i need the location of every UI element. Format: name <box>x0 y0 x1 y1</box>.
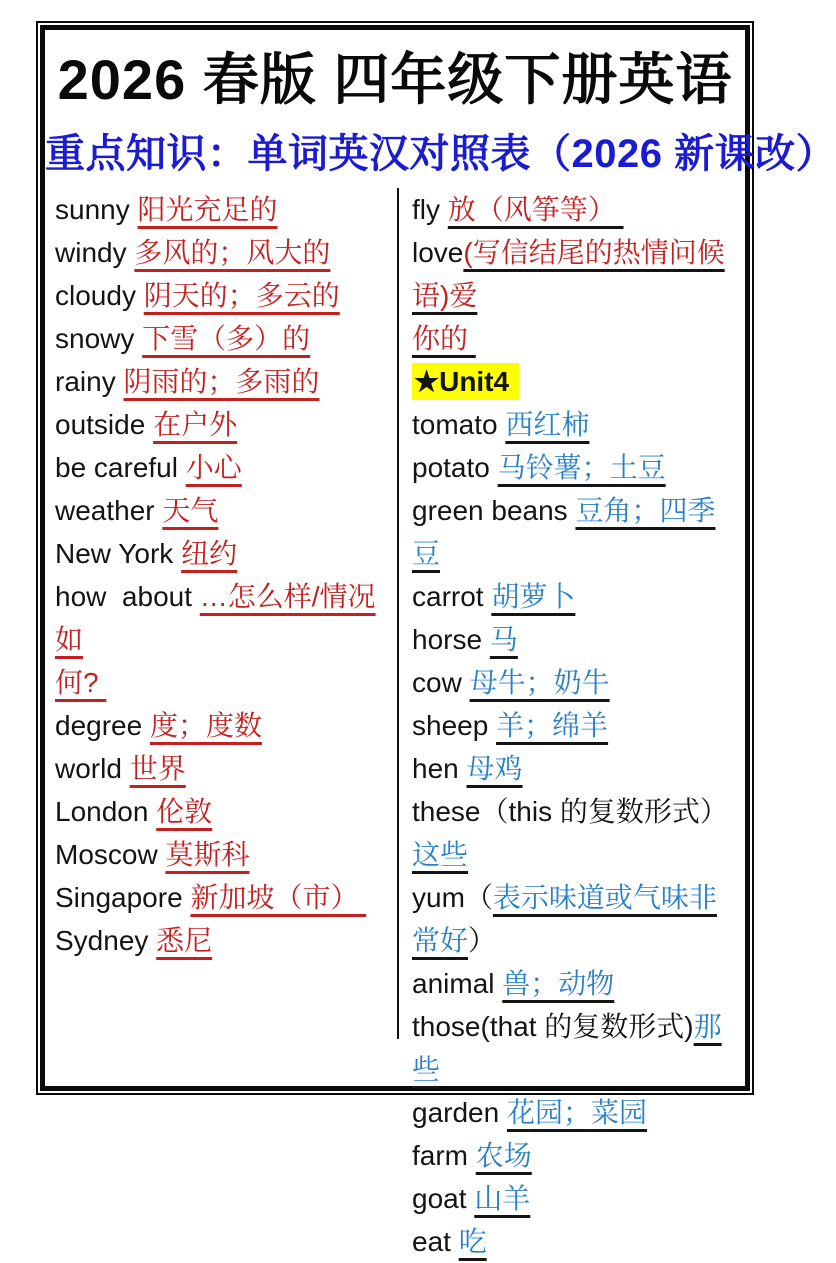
english-word: Sydney <box>55 925 157 957</box>
translation-text: …怎么样/情况如 <box>55 581 376 656</box>
english-word: sheep <box>412 710 497 742</box>
english-word: love <box>412 237 464 269</box>
translation-text: 西红柿 <box>505 409 590 441</box>
translation-text: 纽约 <box>181 538 238 570</box>
translation-text: 伦敦 <box>156 796 213 828</box>
translation-text: 马 <box>489 624 518 656</box>
vocab-entry <box>412 1005 741 1091</box>
english-word: cow <box>412 667 470 699</box>
english-word: horse <box>412 624 490 656</box>
english-word: yum（ <box>412 882 493 914</box>
vocab-entry <box>55 446 393 489</box>
vocab-entry <box>412 489 741 575</box>
english-word: Singapore <box>55 882 191 914</box>
vocab-entry <box>55 188 393 231</box>
translation-text: 多风的；风大的 <box>134 237 331 269</box>
vocab-entry <box>412 876 741 962</box>
translation-text: 豆角；四季豆 <box>412 495 716 570</box>
english-word: weather <box>55 495 163 527</box>
translation-text: 放（风筝等） <box>447 194 624 226</box>
translation-text: 这些 <box>412 839 469 871</box>
translation-text: 母牛；奶牛 <box>469 667 610 699</box>
english-word: outside <box>55 409 154 441</box>
translation-text: 小心 <box>185 452 242 484</box>
english-word: degree <box>55 710 150 742</box>
translation-text: 新加坡（市） <box>190 882 367 914</box>
vocab-entry <box>412 1220 741 1263</box>
translation-text: 胡萝卜 <box>491 581 576 613</box>
english-word: farm <box>412 1140 476 1172</box>
vocab-entry <box>412 1177 741 1220</box>
right-column <box>399 188 745 1263</box>
english-word: fly <box>412 194 448 226</box>
english-word: windy <box>55 237 135 269</box>
vocab-entry <box>412 661 741 704</box>
vocab-entry <box>412 704 741 747</box>
translation-text: 阴天的；多云的 <box>143 280 340 312</box>
translation-text: 兽；动物 <box>502 968 615 1000</box>
unit4-highlight: ★Unit4 <box>412 363 519 400</box>
english-word: New York <box>55 538 182 570</box>
translation-text: 天气 <box>162 495 219 527</box>
vocab-entry <box>412 231 741 360</box>
translation-text: 下雪（多）的 <box>142 323 311 355</box>
vocab-entry <box>55 833 393 876</box>
english-word: snowy <box>55 323 143 355</box>
translation-text: 吃 <box>458 1226 487 1258</box>
english-word: potato <box>412 452 498 484</box>
translation-text: 度；度数 <box>149 710 262 742</box>
translation-text: 那些 <box>412 1011 722 1086</box>
english-word: goat <box>412 1183 475 1215</box>
translation-text: 何? <box>55 667 107 699</box>
translation-text: 农场 <box>475 1140 532 1172</box>
english-word: those(that 的复数形式) <box>412 1011 694 1043</box>
translation-text: 表示味道或气味非常好 <box>412 882 717 957</box>
vocab-entry <box>412 747 741 790</box>
english-word: rainy <box>55 366 124 398</box>
english-word: eat <box>412 1226 459 1258</box>
vocab-entry <box>55 489 393 532</box>
vocab-entry <box>55 575 393 704</box>
translation-text: 山羊 <box>474 1183 531 1215</box>
translation-text: 羊；绵羊 <box>496 710 609 742</box>
translation-text: 花园；菜园 <box>506 1097 647 1129</box>
english-word: these（this 的复数形式） <box>412 796 728 828</box>
vocab-entry <box>55 704 393 747</box>
translation-text: 阳光充足的 <box>137 194 278 226</box>
vocab-entry <box>412 618 741 661</box>
english-word: green beans <box>412 495 576 527</box>
english-word: garden <box>412 1097 507 1129</box>
vocab-entry <box>412 575 741 618</box>
vocab-columns <box>45 188 745 1263</box>
english-word: London <box>55 796 157 828</box>
english-word: carrot <box>412 581 492 613</box>
vocab-entry <box>412 446 741 489</box>
english-word: world <box>55 753 130 785</box>
translation-text: 在户外 <box>153 409 238 441</box>
translation-text: 世界 <box>129 753 186 785</box>
translation-text: 阴雨的；多雨的 <box>123 366 320 398</box>
vocab-entry <box>412 188 741 231</box>
vocab-entry <box>55 274 393 317</box>
vocab-entry <box>412 403 741 446</box>
vocab-entry <box>412 1091 741 1134</box>
english-word: Moscow <box>55 839 166 871</box>
translation-text: 母鸡 <box>466 753 523 785</box>
english-word: ） <box>468 925 497 957</box>
left-column <box>45 188 397 962</box>
page-frame <box>40 25 836 1258</box>
vocab-entry <box>55 317 393 360</box>
english-word: be careful <box>55 452 186 484</box>
vocab-entry <box>412 790 741 876</box>
vocab-entry <box>55 747 393 790</box>
vocab-entry <box>412 1134 741 1177</box>
english-word: how about <box>55 581 200 613</box>
vocab-entry <box>55 231 393 274</box>
english-word: hen <box>412 753 467 785</box>
unit-header-row <box>412 360 741 403</box>
vocab-entry <box>55 360 393 403</box>
english-word: sunny <box>55 194 138 226</box>
translation-text: 莫斯科 <box>165 839 250 871</box>
english-word: animal <box>412 968 503 1000</box>
english-word: tomato <box>412 409 506 441</box>
translation-text: 你的 <box>412 323 476 355</box>
vocab-entry <box>55 876 393 919</box>
vocab-entry <box>55 919 393 962</box>
translation-text: 悉尼 <box>156 925 213 957</box>
vocab-entry <box>412 962 741 1005</box>
translation-text: (写信结尾的热情问候语)爱 <box>412 237 725 312</box>
page-title: 2026 春版 四年级下册英语 <box>57 48 733 111</box>
vocab-entry <box>55 532 393 575</box>
translation-text: 马铃薯；土豆 <box>497 452 666 484</box>
page-subtitle: 重点知识：单词英汉对照表（2026 新课改） <box>45 132 836 177</box>
english-word: cloudy <box>55 280 144 312</box>
vocab-entry <box>55 790 393 833</box>
vocab-entry <box>55 403 393 446</box>
